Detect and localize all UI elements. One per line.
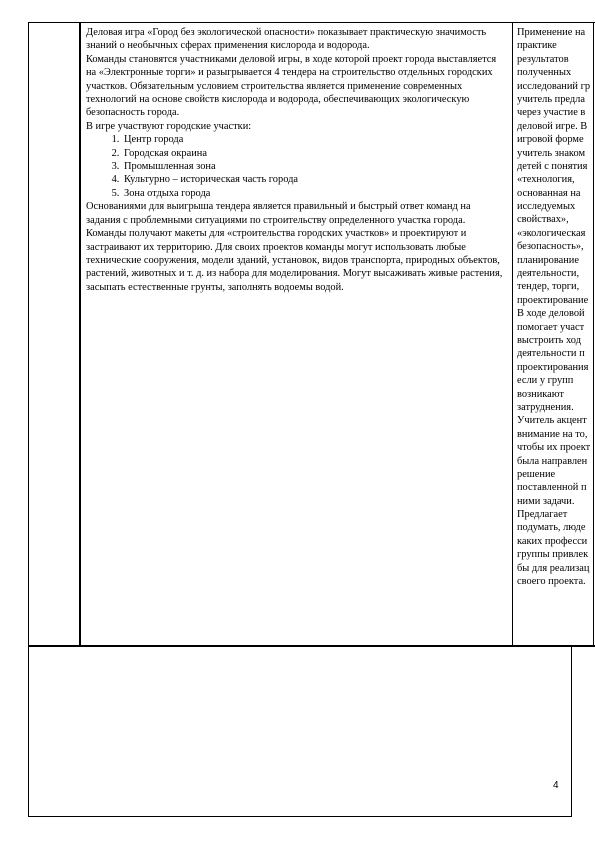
table-column-divider-1 [79,22,81,646]
side-line: практике [517,40,557,52]
side-line: результатов [517,53,569,65]
side-line: если у групп [517,375,574,387]
districts-list [86,133,506,200]
side-line: основанная на [517,187,581,199]
side-line: решение [517,468,556,480]
side-line: тендер, торги, [517,281,580,293]
side-line: через участие в [517,107,586,119]
side-line: Предлагает [517,509,568,521]
side-line: ними задачи. [517,495,575,507]
list-item: 3. Промышленная зона [122,160,506,173]
side-line: поставленной п [517,482,587,494]
side-line: деловой игре. В [517,120,588,132]
game-description-cell [86,26,506,294]
models-paragraph: Команды получают макеты для «строительства городских участков» и проектируют и застраивают их территорию. Для своих проектов команды могут использовать любые технические сооружения, модели зданий, установок, видов транспорта, природных объектов, растений, животных и т. д. из набора для моделирования. Могут высаживать живые растения, засыпать естественные грунты, заполнять водоемы водой. [86,228,503,293]
intro-paragraph: Деловая игра «Город без экологической опасности» показывает практическую значимость знаний о необычных сферах применения кислорода и водорода. [86,27,487,52]
rules-paragraph: Команды становятся участниками деловой игры, в ходе которой проект города выставляется на «Электронные торги» и разыгрывается 4 тендера на строительство отдельных городских участков. Обязательным условием строительства является применение современных технологий на основе свойств кислорода и водорода, обеспечивающих экологическую безопасность города. [86,53,497,119]
side-line: была направлен [517,455,588,467]
side-line: деятельности п [517,348,585,360]
side-line: каких професси [517,535,588,547]
side-line: полученных [517,67,572,79]
side-line: внимание на то, [517,428,588,440]
side-line: свойствах», [517,214,569,226]
page-number: 4 [553,780,559,791]
side-line: деятельности, [517,268,580,280]
teacher-activity-cell [517,26,595,588]
side-line: своего проекта. [517,576,586,588]
side-line: учитель знаком [517,147,586,159]
list-item: 5. Зона отдыха города [122,187,506,200]
side-line: подумать, люде [517,522,586,534]
tender-paragraph: Основаниями для выигрыша тендера является правильный и быстрый ответ команд на задания с проблемными ситуациями по строительству определенного участка города. [86,201,471,226]
side-line: возникают [517,388,564,400]
side-line: учитель предла [517,93,585,105]
page-frame-bottom [28,816,571,817]
side-line: чтобы их проект [517,442,591,454]
list-item: 4. Культурно – историческая часть города [122,173,506,186]
side-line: «экологическая [517,227,586,239]
side-line: затруднения. [517,401,574,413]
side-line: В ходе деловой [517,308,585,320]
side-line: выстроить ход [517,334,581,346]
page-frame-left [28,22,29,817]
table-column-divider-2 [512,22,513,646]
table-top-border [28,22,595,23]
side-line: безопасность», [517,241,584,253]
table-bottom-border [28,645,595,647]
side-line: проектирования [517,361,589,373]
side-line: Учитель акцент [517,415,587,427]
side-line: игровой форме [517,134,584,146]
page-frame-right [571,645,572,817]
list-item: 2. Городская окраина [122,147,506,160]
side-line: исследований гр [517,80,591,92]
districts-heading: В игре участвуют городские участки: [86,120,252,132]
side-line: планирование [517,254,579,266]
side-line: «технология, [517,174,575,186]
side-line: Применение на [517,27,586,38]
side-line: бы для реализац [517,562,590,574]
side-line: детей с понятия [517,160,588,172]
side-line: проектирование [517,294,589,306]
side-line: помогает участ [517,321,585,333]
list-item: 1. Центр города [122,133,506,146]
side-line: исследуемых [517,201,576,213]
side-line: группы привлек [517,549,589,561]
